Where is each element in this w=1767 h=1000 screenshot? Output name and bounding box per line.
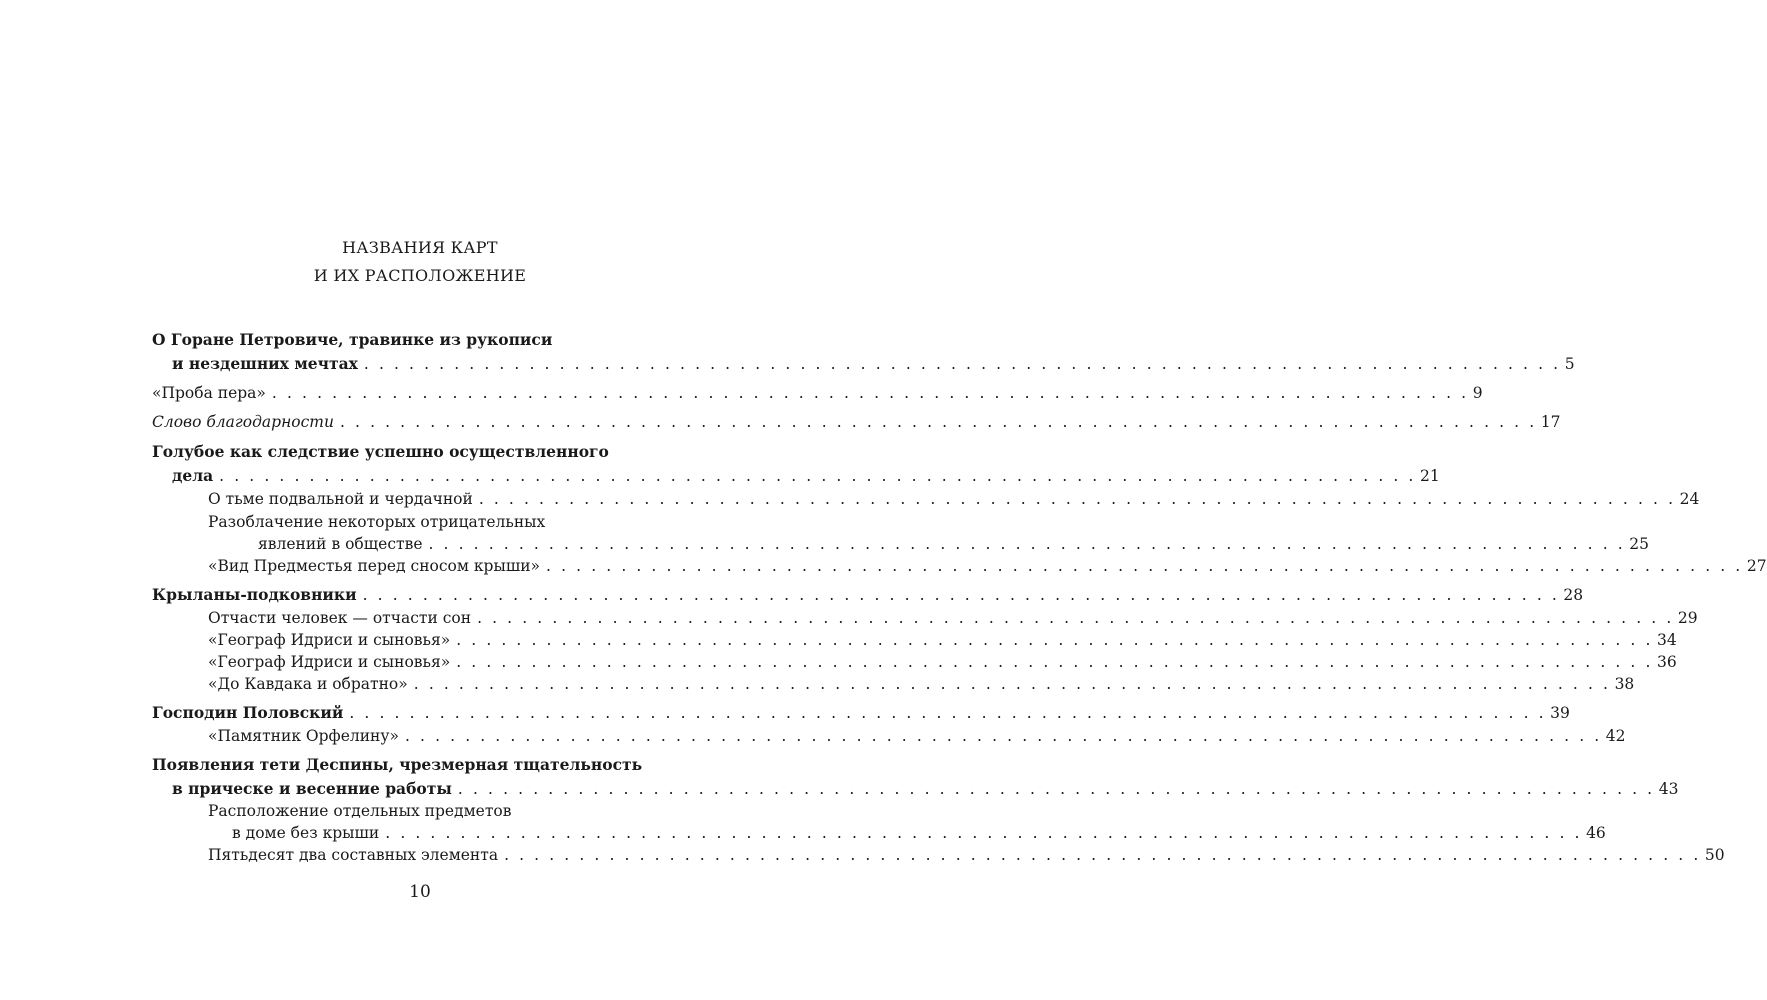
toc-leader-dots: . . . . . . . . . . . . . . . . . . . . . . . . . . . . . . . . . . . . . . . . . . . . . . . . . . . . . . . . . . . . . . . . . . . . . . . . . . . . . . . . <box>478 490 1676 508</box>
toc-entry <box>152 381 1483 405</box>
toc-entry <box>152 799 689 823</box>
toc-entry <box>152 606 1698 630</box>
toc-leader-dots: . . . . . . . . . . . . . . . . . . . . . . . . . . . . . . . . . . . . . . . . . . . . . . . . . . . . . . . . . . . . . . . . . . . . . . . . . . . . . . . . <box>339 413 1537 431</box>
toc-entry-title: и нездешних мечтах <box>172 354 358 373</box>
toc-entry-page: 34 <box>1657 631 1677 649</box>
toc-entry-title: Появления тети Деспины, чрезмерная тщательность <box>152 755 643 774</box>
toc-entry <box>152 532 1650 556</box>
toc-entry-page: 39 <box>1550 704 1570 722</box>
toc-entry-title: Крыланы-подковники <box>152 585 357 604</box>
toc-leader-dots: . . . . . . . . . . . . . . . . . . . . . . . . . . . . . . . . . . . . . . . . . . . . . . . . . . . . . . . . . . . . . . . . . . . . . . . . . . . . . . . . <box>219 467 1416 485</box>
toc-leader-dots: . . . . . . . . . . . . . . . . . . . . . . . . . . . . . . . . . . . . . . . . . . . . . . . . . . . . . . . . . . . . . . . . . . . . . . . . . . . . . . . . <box>349 704 1547 722</box>
toc-entry <box>152 410 1561 434</box>
toc-leader-dots: . . . . . . . . . . . . . . . . . . . . . . . . . . . . . . . . . . . . . . . . . . . . . . . . . . . . . . . . . . . . . . . . . . . . . . . . . . . . . . . . <box>477 609 1674 627</box>
toc-entry <box>152 510 689 534</box>
toc-entry <box>152 440 689 464</box>
toc-entry-title: «Вид Предместья перед сносом крыши» <box>208 557 541 575</box>
toc-entry-title: Голубое как следствие успешно осуществленного <box>152 442 609 461</box>
toc-leader-dots: . . . . . . . . . . . . . . . . . . . . . . . . . . . . . . . . . . . . . . . . . . . . . . . . . . . . . . . . . . . . . . . . . . . . . . . . . . . . . . . . <box>428 535 1626 553</box>
toc-entry-title: в доме без крыши <box>232 824 380 842</box>
toc-leader-dots: . . . . . . . . . . . . . . . . . . . . . . . . . . . . . . . . . . . . . . . . . . . . . . . . . . . . . . . . . . . . . . . . . . . . . . . . . . . . . . . . <box>456 631 1654 649</box>
toc-entry-page: 27 <box>1746 557 1767 575</box>
toc-entry-page: 29 <box>1677 609 1698 627</box>
toc-leader-dots: . . . . . . . . . . . . . . . . . . . . . . . . . . . . . . . . . . . . . . . . . . . . . . . . . . . . . . . . . . . . . . . . . . . . . . . . . . . . . . . . <box>385 824 1583 842</box>
toc-entry <box>152 554 1767 578</box>
toc-entry <box>152 777 1679 801</box>
toc-heading-line-2: И ИХ РАСПОЛОЖЕНИЕ <box>313 266 527 285</box>
toc-entry-page: 9 <box>1472 384 1483 402</box>
toc-entry-page: 43 <box>1658 780 1679 798</box>
toc-entry-title: «Памятник Орфелину» <box>208 727 399 745</box>
toc-heading-line-1: НАЗВАНИЯ КАРТ <box>342 238 498 257</box>
toc-entry-title: Разоблачение некоторых отрицательных <box>208 513 546 531</box>
toc-entry-title: Отчасти человек — отчасти сон <box>208 609 472 627</box>
toc-leader-dots: . . . . . . . . . . . . . . . . . . . . . . . . . . . . . . . . . . . . . . . . . . . . . . . . . . . . . . . . . . . . . . . . . . . . . . . . . . . . . . . . <box>404 727 1602 745</box>
toc-entry <box>152 487 1700 511</box>
toc-leader-dots: . . . . . . . . . . . . . . . . . . . . . . . . . . . . . . . . . . . . . . . . . . . . . . . . . . . . . . . . . . . . . . . . . . . . . . . . . . . . . . . . <box>457 780 1655 798</box>
toc-leader-dots: . . . . . . . . . . . . . . . . . . . . . . . . . . . . . . . . . . . . . . . . . . . . . . . . . . . . . . . . . . . . . . . . . . . . . . . . . . . . . . . . <box>363 355 1561 373</box>
toc-entry <box>152 583 1584 607</box>
toc-entry-page: 46 <box>1586 824 1606 842</box>
toc-entry-page: 38 <box>1614 675 1635 693</box>
toc-leader-dots: . . . . . . . . . . . . . . . . . . . . . . . . . . . . . . . . . . . . . . . . . . . . . . . . . . . . . . . . . . . . . . . . . . . . . . . . . . . . . . . . <box>413 675 1611 693</box>
toc-entry <box>152 328 689 352</box>
toc-entry <box>152 724 1626 748</box>
toc-entry <box>152 650 1677 674</box>
toc-entry <box>152 701 1570 725</box>
toc-entry-page: 17 <box>1540 413 1561 431</box>
toc-entry <box>152 628 1677 652</box>
toc-entry-page: 21 <box>1419 467 1440 485</box>
toc-leader-dots: . . . . . . . . . . . . . . . . . . . . . . . . . . . . . . . . . . . . . . . . . . . . . . . . . . . . . . . . . . . . . . . . . . . . . . . . . . . . . . . . <box>271 384 1469 402</box>
toc-entry <box>152 843 1725 867</box>
toc-entry <box>152 753 689 777</box>
toc-entry-title: дела <box>172 466 214 485</box>
toc-entry-title: Слово благодарности <box>152 413 334 431</box>
toc-entry <box>152 464 1440 488</box>
toc-entry-title: Расположение отдельных предметов <box>208 802 512 820</box>
toc-entry-page: 28 <box>1563 586 1584 604</box>
toc-entry-title: О тьме подвальной и чердачной <box>208 490 473 508</box>
toc-leader-dots: . . . . . . . . . . . . . . . . . . . . . . . . . . . . . . . . . . . . . . . . . . . . . . . . . . . . . . . . . . . . . . . . . . . . . . . . . . . . . . . . <box>546 557 1743 575</box>
toc-entry-page: 25 <box>1629 535 1650 553</box>
toc-leader-dots: . . . . . . . . . . . . . . . . . . . . . . . . . . . . . . . . . . . . . . . . . . . . . . . . . . . . . . . . . . . . . . . . . . . . . . . . . . . . . . . . <box>362 586 1560 604</box>
toc-leader-dots: . . . . . . . . . . . . . . . . . . . . . . . . . . . . . . . . . . . . . . . . . . . . . . . . . . . . . . . . . . . . . . . . . . . . . . . . . . . . . . . . <box>504 846 1701 864</box>
toc-entry-title: Господин Половский <box>152 703 344 722</box>
toc-leader-dots: . . . . . . . . . . . . . . . . . . . . . . . . . . . . . . . . . . . . . . . . . . . . . . . . . . . . . . . . . . . . . . . . . . . . . . . . . . . . . . . . <box>456 653 1654 671</box>
toc-entry <box>152 821 1606 845</box>
toc-entry-title: Пятьдесят два составных элемента <box>208 846 499 864</box>
toc-entry-page: 5 <box>1564 355 1575 373</box>
toc-entry-title: «Проба пера» <box>152 384 266 402</box>
toc-entry-title: «Географ Идриси и сыновья» <box>208 653 451 671</box>
toc-entry-title: «Географ Идриси и сыновья» <box>208 631 451 649</box>
toc-entry-title: О Горане Петровиче, травинке из рукописи <box>152 330 553 349</box>
toc-entry-page: 36 <box>1657 653 1677 671</box>
toc-entry <box>152 352 1575 376</box>
toc-entry-page: 50 <box>1704 846 1725 864</box>
page-number: 10 <box>409 882 431 902</box>
toc-entry-title: в прическе и весенние работы <box>172 779 452 798</box>
toc-entry-title: явлений в обществе <box>258 535 423 553</box>
toc-entry <box>152 672 1635 696</box>
toc-entry-page: 24 <box>1679 490 1700 508</box>
toc-heading <box>0 234 840 290</box>
toc-entry-page: 42 <box>1605 727 1626 745</box>
toc-entry-title: «До Кавдака и обратно» <box>208 675 408 693</box>
